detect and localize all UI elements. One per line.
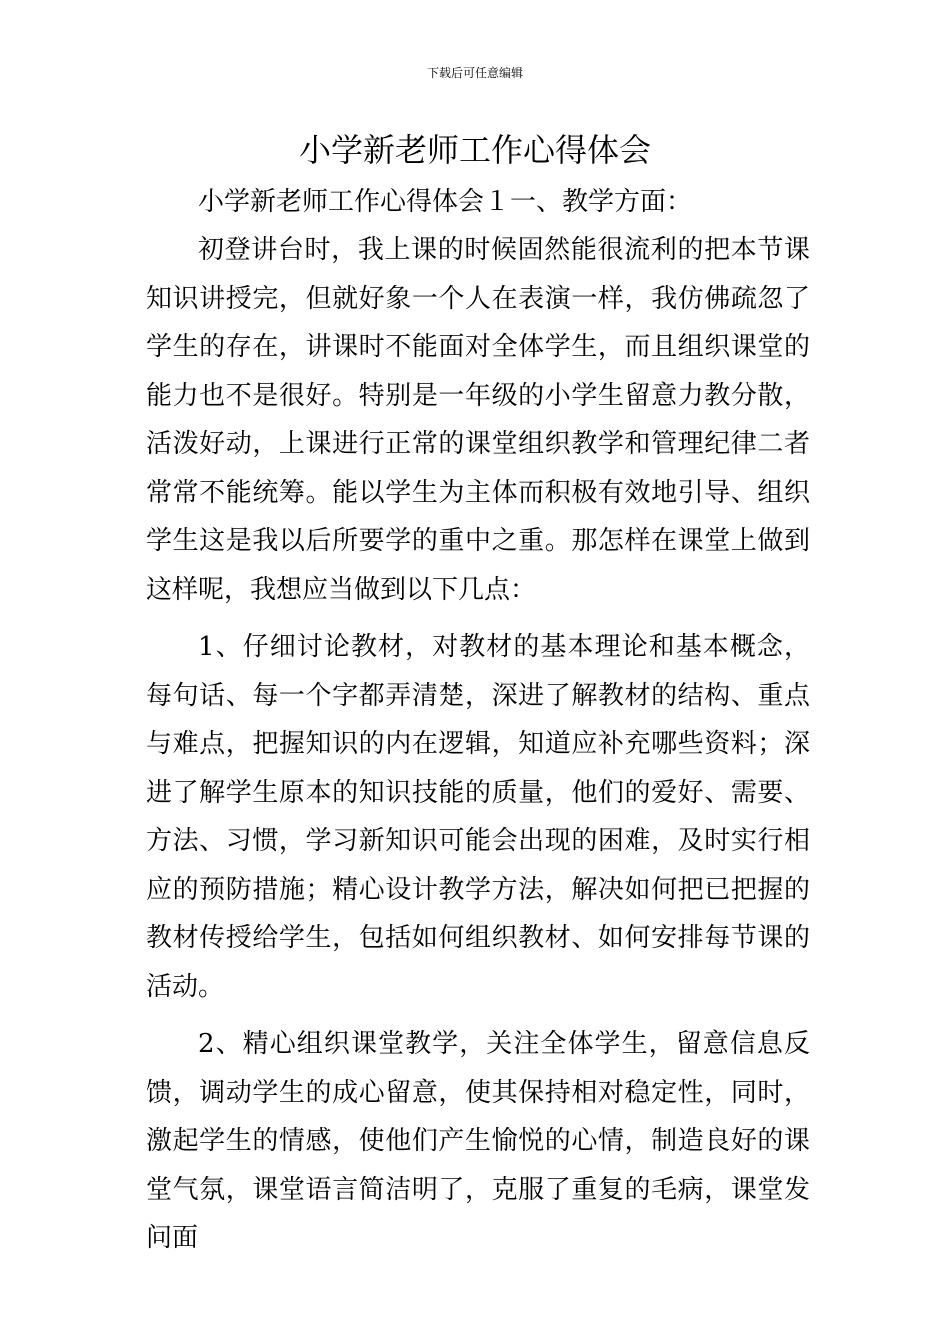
paragraph: 初登讲台时，我上课的时候固然能很流利的把本节课知识讲授完，但就好象一个人在表演一样，我仿佛疏忽了学生的存在，讲课时不能面对全体学生，而且组织课堂的能力也不是很好。特别是一年级的小学生留意力教分散，活泼好动，上课进行正常的课堂组织教学和管理纪律二者常常不能统筹。能以学生为主体而积极有效地引导、组织学生这是我以后所要学的重中之重。那怎样在课堂上做到这样呢，我想应当做到以下几点： [146, 235, 810, 605]
paragraph-2-block [146, 623, 810, 1011]
paragraph-1-block [146, 226, 810, 614]
header-note: 下载后可任意编辑 [426, 66, 523, 80]
paragraph: 1、仔细讨论教材，对教材的基本理论和基本概念，每句话、每一个字都弄清楚，深进了解教材的结构、重点与难点，把握知识的内在逻辑，知道应补充哪些资料；深进了解学生原本的知识技能的质量，他们的爱好、需要、方法、习惯，学习新知识可能会出现的困难，及时实行相应的预防措施；精心设计教学方法，解决如何把已把握的教材传授给学生，包括如何组织教材、如何安排每节课的活动。 [146, 632, 810, 1002]
section-heading: 小学新老师工作心得体会１一、教学方面： [198, 187, 693, 217]
paragraph-3-block [146, 1020, 810, 1263]
page-title: 小学新老师工作心得体会 [298, 131, 651, 169]
paragraph: 2、精心组织课堂教学，关注全体学生，留意信息反馈，调动学生的成心留意，使其保持相对稳定性，同时，激起学生的情感，使他们产生愉悦的心情，制造良好的课堂气氛，课堂语言简洁明了，克服了重复的毛病，课堂发问面 [146, 1029, 810, 1253]
